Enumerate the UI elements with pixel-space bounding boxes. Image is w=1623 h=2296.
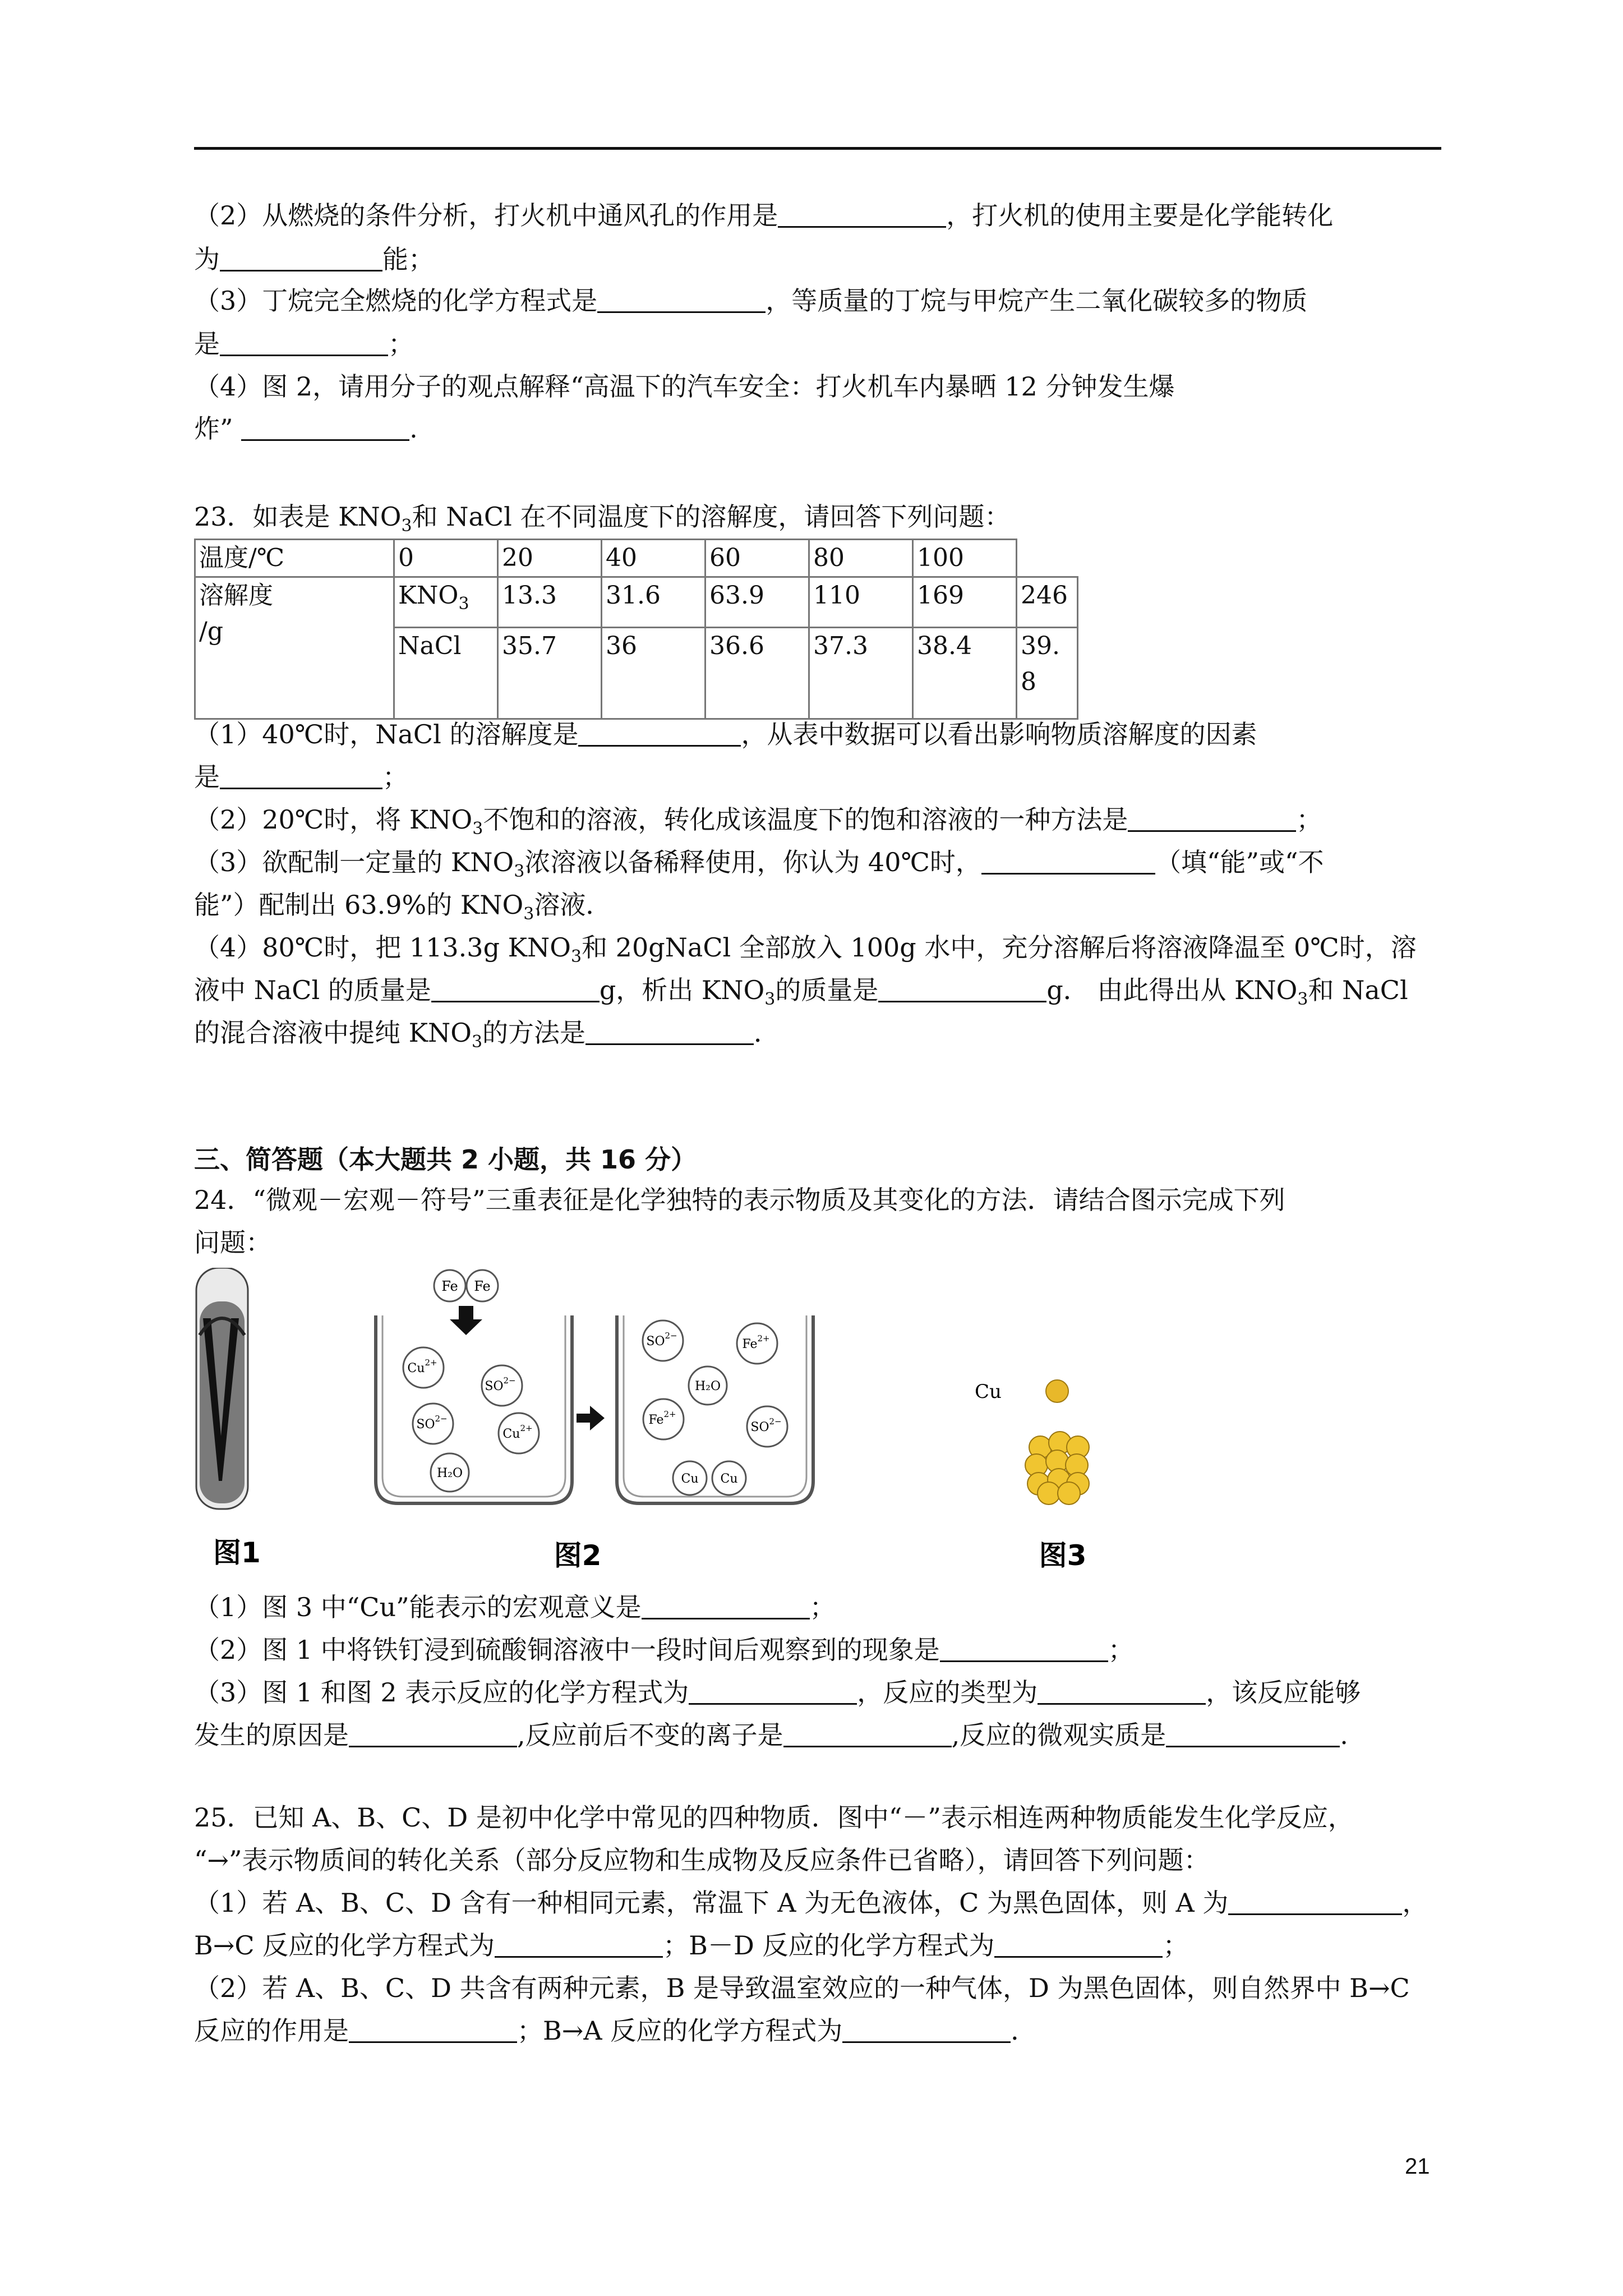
answer-blank[interactable] [1038, 1674, 1206, 1705]
cu-lattice [1025, 1432, 1089, 1504]
q25-part1-line2: B→C 反应的化学方程式为 ；B－D 反应的化学方程式为 ； [194, 1925, 1450, 1966]
figures-svg [191, 1268, 1144, 1582]
answer-blank[interactable] [1128, 801, 1296, 832]
q22-line-3: （3）丁烷完全燃烧的化学方程式是 ，等质量的丁烷与甲烷产生二氧化碳较多的物质 [194, 280, 1450, 321]
svg-text:H₂O: H₂O [694, 1379, 721, 1393]
q25-part1-line1: （1）若 A、B、C、D 含有一种相同元素，常温下 A 为无色液体，C 为黑色固体，则 A 为 ， [194, 1882, 1450, 1924]
q22-line-2: 为 能； [194, 238, 1450, 280]
q25-line2: “→”表示物质间的转化关系（部分反应物和生成物及反应条件已省略），请回答下列问题： [194, 1845, 1210, 1875]
svg-text:Cu2+: $Cu^{2+}$ [407, 1358, 437, 1375]
cu-label: Cu [975, 1381, 1002, 1403]
ions-before [403, 1347, 539, 1492]
q23-part1-line1: （1）40℃时，NaCl 的溶解度是 ，从表中数据可以看出影响物质溶解度的因素 [194, 714, 1450, 755]
q23-part3-line1: （3）欲配制一定量的 $KNO_3$浓溶液以备稀释使用，你认为 40℃时， （填“能”或“不 [194, 841, 1450, 892]
q24-part1: （1）图 3 中“Cu”能表示的宏观意义是 ； [194, 1586, 1450, 1628]
q23-part4-line2: 液中 NaCl 的质量是 g，析出 $KNO_3$的质量是 g． 由此得出从 $KNO_3$和 NaCl [194, 969, 1450, 1020]
q25-part2-line1: （2）若 A、B、C、D 共含有两种元素，B 是导致温室效应的一种气体，D 为黑色固体，则自然界中 B→C [194, 1973, 1410, 2003]
answer-blank[interactable] [495, 1927, 663, 1958]
q24-intro-line2: 问题： [194, 1227, 271, 1258]
figure-3-caption: 图3 [1039, 1539, 1087, 1572]
figure-2-caption: 图2 [554, 1539, 602, 1572]
header-rule [194, 147, 1441, 150]
svg-text:Cu: Cu [681, 1472, 699, 1486]
svg-text:Fe2+: $Fe^{2+}$ [742, 1333, 770, 1351]
answer-blank[interactable] [981, 844, 1155, 875]
test-tube-figure [196, 1268, 248, 1509]
table-row: 温度/℃ 0 20 40 60 80 100 [195, 540, 1078, 577]
svg-text:Fe: Fe [474, 1278, 491, 1294]
svg-text:H₂O: H₂O [436, 1466, 463, 1480]
q23-part1-line2: 是 ； [194, 756, 1450, 798]
q24-part2: （2）图 1 中将铁钉浸到硫酸铜溶液中一段时间后观察到的现象是 ； [194, 1629, 1450, 1671]
svg-text:SO2−: $SO^{2-}$ [646, 1331, 677, 1349]
q22-line-1: （2）从燃烧的条件分析，打火机中通风孔的作用是 ，打火机的使用主要是化学能转化 [194, 195, 1450, 236]
answer-blank[interactable] [578, 716, 741, 747]
svg-text:SO2−: $SO^{2-}$ [485, 1375, 516, 1393]
answer-blank[interactable] [878, 972, 1046, 1002]
svg-text:Cu: Cu [720, 1472, 738, 1486]
table-row: 溶解度 /g $KNO_3$ 13.3 31.6 63.9 110 169 246 [195, 577, 1078, 628]
q24-figures [191, 1268, 1144, 1582]
q23-part2: （2）20℃时，将 $KNO_3$不饱和的溶液，转化成该温度下的饱和溶液的一种方法是 ； [194, 799, 1450, 850]
answer-blank[interactable] [642, 1589, 810, 1619]
answer-blank[interactable] [241, 410, 409, 441]
svg-text:Cu2+: $Cu^{2+}$ [502, 1423, 533, 1441]
table-row: NaCl 35.7 36 36.6 37.3 38.4 39. 8 [195, 628, 1078, 719]
answer-blank[interactable] [220, 325, 388, 356]
q22-line-6: 炸” . [194, 408, 1450, 449]
answer-blank[interactable] [1166, 1717, 1340, 1747]
q23-part4-line1: （4）80℃时，把 113.3g $KNO_3$和 20gNaCl 全部放入 100g 水中，充分溶解后将溶液降温至 0℃时，溶 [194, 932, 1417, 967]
page-number: 21 [1405, 2154, 1430, 2179]
ions-after [643, 1320, 787, 1495]
q23-part3-line2: 能”）配制出 63.9%的 $KNO_3$溶液． [194, 890, 612, 924]
answer-blank[interactable] [597, 282, 766, 313]
answer-blank[interactable] [689, 1674, 857, 1705]
answer-blank[interactable] [431, 972, 600, 1002]
answer-blank[interactable] [783, 1717, 952, 1747]
q22-line-4: 是 ； [194, 323, 1450, 365]
q22-line-5: （4）图 2，请用分子的观点解释“高温下的汽车安全：打火机车内暴晒 12 分钟发生爆 [194, 371, 1175, 402]
answer-blank[interactable] [220, 758, 382, 789]
answer-blank[interactable] [994, 1927, 1163, 1958]
cu-atom [1046, 1380, 1068, 1402]
section-title: 三、简答题（本大题共 2 小题，共 16 分） [194, 1144, 697, 1175]
answer-blank[interactable] [349, 2012, 517, 2043]
figure-1-caption: 图1 [213, 1536, 261, 1569]
answer-blank[interactable] [778, 197, 946, 228]
q23-part4-line3: 的混合溶液中提纯 $KNO_3$的方法是 ． [194, 1012, 1450, 1063]
q23-intro: 23．如表是 $KNO_3$和 NaCl 在不同温度下的溶解度，请回答下列问题： [194, 501, 1011, 536]
beaker-before [376, 1315, 572, 1503]
q25-line1: 25．已知 A、B、C、D 是初中化学中常见的四种物质．图中“－”表示相连两种物质能发生化学反应， [194, 1802, 1354, 1833]
q24-intro-line1: 24．“微观－宏观－符号”三重表征是化学独特的表示物质及其变化的方法．请结合图示完成下列 [194, 1185, 1285, 1215]
svg-text:SO2−: $SO^{2-}$ [416, 1414, 448, 1432]
right-arrow-icon [577, 1406, 605, 1430]
answer-blank[interactable] [842, 2012, 1011, 2043]
svg-text:Fe2+: $Fe^{2+}$ [648, 1409, 676, 1427]
svg-text:Fe: Fe [441, 1278, 458, 1294]
answer-blank[interactable] [220, 241, 382, 272]
answer-blank[interactable] [940, 1631, 1108, 1662]
svg-text:SO2−: $SO^{2-}$ [750, 1416, 782, 1434]
q24-part3-line2: 发生的原因是 ,反应前后不变的离子是 ,反应的微观实质是 . [194, 1714, 1450, 1756]
answer-blank[interactable] [349, 1717, 517, 1747]
solubility-table [194, 539, 1078, 720]
q24-part3-line1: （3）图 1 和图 2 表示反应的化学方程式为 ，反应的类型为 ，该反应能够 [194, 1672, 1450, 1713]
answer-blank[interactable] [1228, 1884, 1402, 1915]
q25-part2-line2: 反应的作用是 ；B→A 反应的化学方程式为 ． [194, 2010, 1450, 2051]
down-arrow-icon [450, 1306, 482, 1335]
answer-blank[interactable] [585, 1014, 754, 1045]
